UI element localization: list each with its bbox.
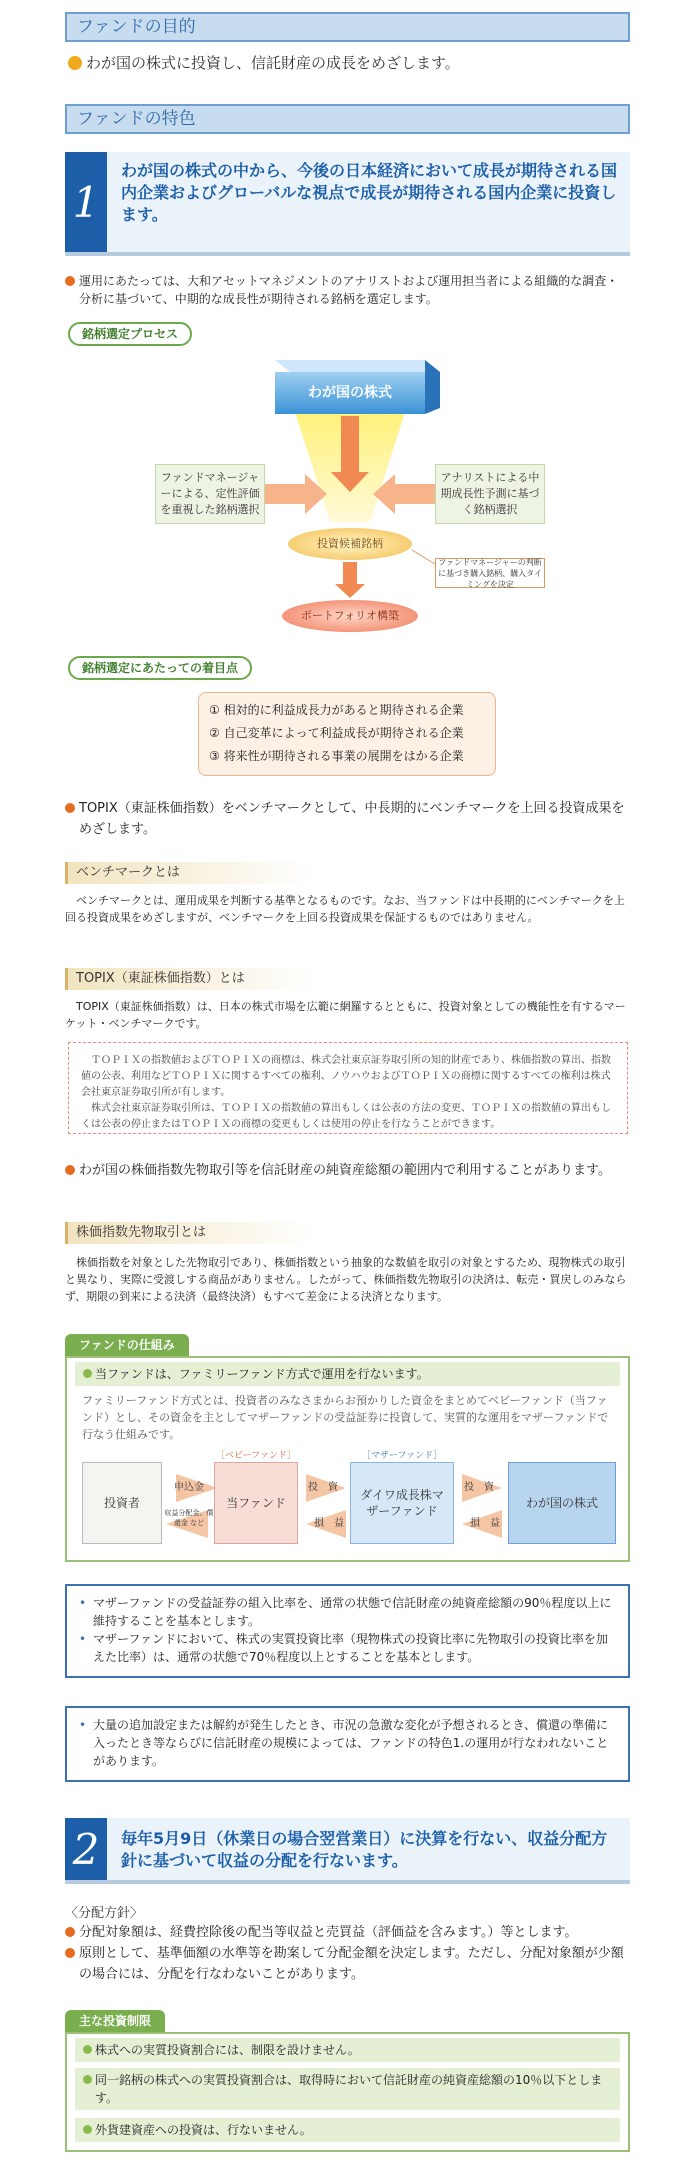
topix-note-2: 株式会社東京証券取引所は、ＴＯＰＩＸの指数値の算出もしくは公表の方法の変更、ＴＯＰＩＸの指数値の算出もしくは公表の停止またはＴＯＰＩＸの商標の変更もしくは使用の停止を行なうことができます。	[81, 1103, 611, 1130]
invest-label-2: 投 資	[464, 1482, 494, 1493]
mechanism-tab: ファンドの仕組み	[65, 1334, 189, 1356]
focus-item-3: ③ 将来性が期待される事業の展開をはかる企業	[209, 749, 464, 763]
bullet-icon	[83, 2045, 92, 2054]
topix-notes	[68, 1042, 628, 1134]
policy-item: 原則として、基準価額の水準等を勘案して分配金額を決定します。ただし、分配対象額が少額の場合には、分配を行なわないことがあります。	[79, 1943, 630, 1985]
bullet-icon	[83, 2125, 92, 2134]
policy-list	[65, 1922, 630, 1985]
bullet-icon	[83, 2075, 92, 2084]
profit-label-1: 損 益	[314, 1518, 344, 1529]
selection-process-diagram	[155, 352, 545, 642]
profit-label-2: 損 益	[470, 1518, 500, 1529]
investor-box: 投資者	[82, 1462, 162, 1544]
restrictions-tab: 主な投資制限	[65, 2010, 165, 2032]
mother-fund-label: ［マザーファンド］	[361, 1451, 443, 1461]
focus-label: 銘柄選定にあたっての着目点	[68, 656, 252, 680]
notes-box-2	[65, 1706, 630, 1782]
process-left: ファンドマネージャーによる、定性評価を重視した銘柄選択	[155, 464, 265, 524]
feature-number: 2	[65, 1818, 107, 1880]
focus-box	[198, 692, 496, 776]
baby-fund-box: 当ファンド	[214, 1462, 298, 1544]
bullet-icon	[65, 276, 75, 286]
refund-label: 収益分配金、償還金 など	[164, 1509, 214, 1527]
topix-note-1: ＴＯＰＩＸの指数値およびＴＯＰＩＸの商標は、株式会社東京証券取引所の知的財産であり、株価指数の算出、指数値の公表、利用などＴＯＰＩＸに関するすべての権利、ノウハウおよびＴＯＰＩＸの商標に関するすべての権利は株式会社東京証券取引所が有します。	[81, 1055, 611, 1098]
focus-item-2: ② 自己変革によって利益成長が期待される企業	[209, 726, 464, 740]
restriction-item-2: 同一銘柄の株式への実質投資割合は、取得時において信託財産の純資産総額の10％以下とします。	[75, 2068, 620, 2110]
note-item: • マザーファンドにおいて、株式の実質投資比率（現物株式の投資比率に先物取引の投資比率を加えた比率）は、通常の状態で70％程度以上とすることを基本とします。	[79, 1630, 616, 1666]
feature-number: 1	[65, 152, 107, 252]
feature-2-title: 毎年5月9日（休業日の場合翌営業日）に決算を行ない、収益分配方針に基づいて収益の分配を行ないます。	[121, 1829, 608, 1870]
policy-label: 〈分配方針〉	[65, 1906, 144, 1921]
feature-1-bullet: 運用にあたっては、大和アセットマネジメントのアナリストおよび運用担当者による組織的な調査・分析に基づいて、中期的な成長性が期待される銘柄を選定します。	[65, 272, 630, 308]
benchmark-heading: ベンチマークとは	[65, 862, 316, 884]
bullet-icon	[65, 1948, 75, 1958]
process-top: わが国の株式	[308, 385, 392, 401]
mother-fund-box: ダイワ成長株マザーファンド	[350, 1462, 454, 1544]
mechanism-text: ファミリーファンド方式とは、投資者のみなさまからお預かりした資金をまとめてベビーファンド（当ファンド）とし、その資金を主としてマザーファンドの受益証券に投資して、実質的な運用をマザーファンドで行なう仕組みです。	[82, 1394, 609, 1441]
restriction-item-1: 株式への実質投資割合には、制限を設けません。	[75, 2038, 620, 2062]
focus-item-1: ① 相対的に利益成長力があると期待される企業	[209, 703, 464, 717]
features-heading: ファンドの特色	[65, 104, 630, 134]
apply-label: 申込金	[174, 1482, 204, 1493]
bullet-icon	[65, 1165, 75, 1175]
bullet-icon	[83, 1369, 92, 1378]
note-item: • マザーファンドの受益証券の組入比率を、通常の状態で信託財産の純資産総額の90％程度以上に維持することを基本とします。	[79, 1594, 616, 1630]
bullet-icon	[65, 803, 75, 813]
policy-item: 分配対象額は、経費控除後の配当等収益と売買益（評価益を含みます。）等とします。	[79, 1922, 630, 1943]
futures-bullet: わが国の株価指数先物取引等を信託財産の純資産総額の範囲内で利用することがあります。	[65, 1160, 630, 1181]
process-label: 銘柄選定プロセス	[68, 322, 192, 346]
bullet-icon	[68, 56, 82, 70]
baby-fund-label: ［ベビーファンド］	[215, 1451, 296, 1461]
futures-heading: 株価指数先物取引とは	[65, 1222, 316, 1244]
restriction-item-3: 外貨建資産への投資は、行ないません。	[75, 2118, 620, 2142]
feature-1-title: わが国の株式の中から、今後の日本経済において成長が期待される国内企業およびグローバルな視点で成長が期待される国内企業に投資します。	[121, 161, 618, 224]
feature-2-box	[65, 1818, 630, 1884]
mechanism-headline: 当ファンドは、ファミリーファンド方式で運用を行ないます。	[75, 1362, 620, 1386]
target-box: わが国の株式	[508, 1462, 616, 1544]
benchmark-text: ベンチマークとは、運用成果を判断する基準となるものです。なお、当ファンドは中長期的にベンチマークを上回る投資成果をめざしますが、ベンチマークを上回る投資成果を保証するものではありません。	[65, 894, 625, 924]
process-middle: 投資候補銘柄	[317, 537, 383, 550]
futures-text: 株価指数を対象とした先物取引であり、株価指数という抽象的な数値を取引の対象とするため、現物株式の取引と異なり、実際に受渡しする商品がありません。したがって、株価指数先物取引の決済は、転売・買戻しのみならず、期限の到来による決済（最終決済）もすべて差金による決済となります。	[65, 1256, 627, 1303]
process-note: ファンドマネージャーの判断に基づき購入銘柄、購入タイミングを決定	[435, 558, 545, 588]
benchmark-bullet: TOPIX（東証株価指数）をベンチマークとして、中長期的にベンチマークを上回る投資成果をめざします。	[65, 798, 630, 840]
process-right: アナリストによる中期成長性予測に基づく銘柄選択	[435, 464, 545, 524]
topix-text: TOPIX（東証株価指数）は、日本の株式市場を広範に網羅するとともに、投資対象としての機能性を有するマーケット・ベンチマークです。	[65, 1000, 626, 1030]
note-item: • 大量の追加設定または解約が発生したとき、市況の急激な変化が予想されるとき、償還の準備に入ったとき等ならびに信託財産の規模によっては、ファンドの特色1.の運用が行なわれないことがあります。	[79, 1716, 616, 1770]
topix-heading: TOPIX（東証株価指数）とは	[65, 968, 316, 990]
notes-box-1	[65, 1584, 630, 1678]
bullet-icon	[65, 1927, 75, 1937]
feature-1-box	[65, 152, 630, 256]
purpose-heading: ファンドの目的	[65, 12, 630, 42]
purpose-text: わが国の株式に投資し、信託財産の成長をめざします。	[68, 52, 628, 74]
invest-label-1: 投 資	[308, 1482, 338, 1493]
process-bottom: ポートフォリオ構築	[300, 609, 399, 622]
